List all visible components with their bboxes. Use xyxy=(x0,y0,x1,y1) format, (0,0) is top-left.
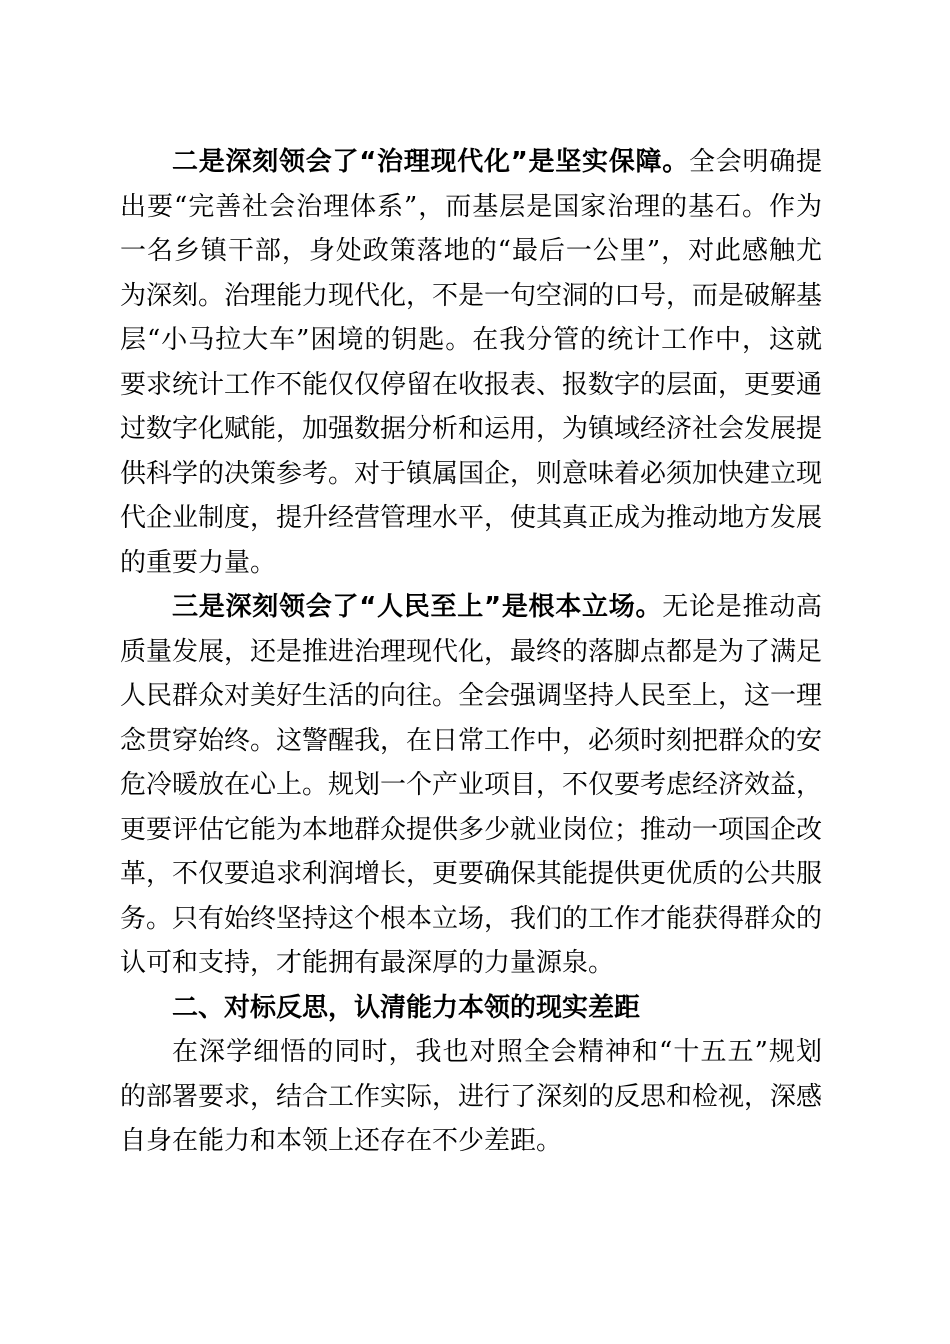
document-body xyxy=(120,140,822,1164)
paragraph-people-first xyxy=(120,585,822,986)
section-heading: 二、对标反思，认清能力本领的现实差距 xyxy=(172,992,641,1023)
paragraph-text-people-first: 无论是推动高质量发展，还是推进治理现代化，最终的落脚点都是为了满足人民群众对美好生活的向往。全会强调坚持人民至上，这一理念贯穿始终。这警醒我，在日常工作中，必须时刻把群众的安危冷暖放在心上。规划一个产业项目，不仅要考虑经济效益，更要评估它能为本地群众提供多少就业岗位；推动一项国企改革，不仅要追求利润增长，更要确保其能提供更优质的公共服务。只有始终坚持这个根本立场，我们的工作才能获得群众的认可和支持，才能拥有最深厚的力量源泉。 xyxy=(120,592,823,978)
closing-paragraph: 在深学细悟的同时，我也对照全会精神和“十五五”规划的部署要求，结合工作实际，进行了深刻的反思和检视，深感自身在能力和本领上还存在不少差距。 xyxy=(120,1037,823,1156)
paragraph-text-governance: 全会明确提出要“完善社会治理体系”，而基层是国家治理的基石。作为一名乡镇干部，身处政策落地的“最后一公里”，对此感触尤为深刻。治理能力现代化，不是一句空洞的口号，而是破解基层“小马拉大车”困境的钥匙。在我分管的统计工作中，这就要求统计工作不能仅仅停留在收报表、报数字的层面，更要通过数字化赋能，加强数据分析和运用，为镇域经济社会发展提供科学的决策参考。对于镇属国企，则意味着必须加快建立现代企业制度，提升经营管理水平，使其真正成为推动地方发展的重要力量。 xyxy=(120,147,823,578)
paragraph-lead-people-first: 三是深刻领会了“人民至上”是根本立场。 xyxy=(172,592,663,622)
paragraph-lead-governance: 二是深刻领会了“治理现代化”是坚实保障。 xyxy=(172,147,690,177)
paragraph-governance xyxy=(120,140,822,585)
